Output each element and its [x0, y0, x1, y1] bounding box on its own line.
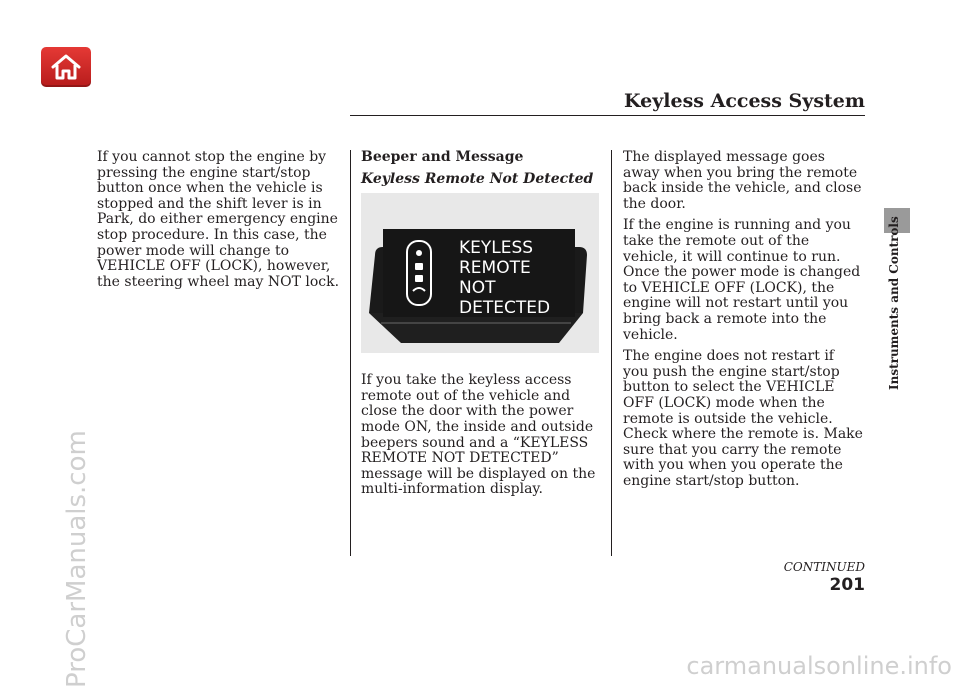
display-line: NOT [459, 278, 496, 299]
column-divider [611, 150, 612, 556]
home-button[interactable] [41, 47, 91, 87]
section-title: Keyless Access System [624, 90, 865, 112]
home-icon [50, 53, 82, 81]
subheading: Beeper and Message [361, 149, 524, 165]
column-3 [623, 150, 863, 495]
multi-information-display-illustration [361, 193, 599, 353]
figure-caption: Keyless Remote Not Detected [361, 170, 594, 187]
paragraph: If you take the keyless access remote out of the vehicle and close the door with the power mode ON, the inside and outside beepers sound and a “KEYLESS REMOTE NOT DETECTED” message will be displayed on the multi-information display. [361, 372, 596, 498]
paragraph: The displayed message goes away when you bring the remote back inside the vehicle, and close the door. [623, 149, 862, 212]
display-line: KEYLESS [459, 238, 534, 259]
display-line: REMOTE [459, 258, 531, 279]
page-number: 201 [829, 575, 865, 595]
continued-label: CONTINUED [783, 560, 865, 574]
paragraph: The engine does not restart if you push the engine start/stop button to select the VEHICLE OFF (LOCK) mode when the remote is outside the vehicle. Check where the remote is. Make sure that you carry the remote with you when you operate the engine start/stop button. [623, 348, 863, 489]
display-graphic [361, 193, 599, 353]
paragraph: If the engine is running and you take the remote out of the vehicle, it will continue to run. Once the power mode is changed to VEHICLE OFF (LOCK), the engine will not restart until you bring back a remote into the vehicle. [623, 217, 861, 343]
display-line: DETECTED [459, 298, 551, 319]
watermark-bottom: carmanualsonline.info [686, 652, 952, 680]
column-1 [97, 150, 342, 296]
column-2 [361, 150, 601, 504]
paragraph: If you cannot stop the engine by pressing the engine start/stop button once when the vehicle is stopped and the shift lever is in Park, do either emergency engine stop procedure. In this case, the power mode will change to VEHICLE OFF (LOCK), however, the steering wheel may NOT lock. [97, 149, 340, 290]
section-tab-label: Instruments and Controls [887, 216, 901, 390]
column-divider [350, 150, 351, 556]
title-rule [350, 115, 865, 116]
watermark-side: ProCarManuals.com [62, 430, 92, 688]
